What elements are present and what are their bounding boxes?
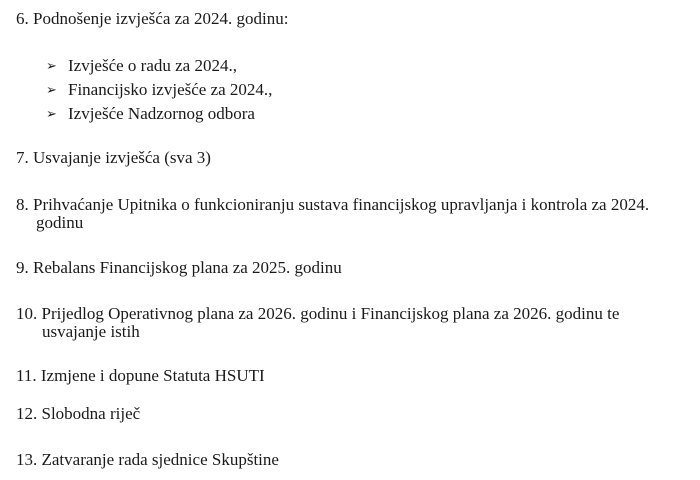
item-number: 7.: [16, 148, 29, 167]
agenda-item-8-continuation: [36, 213, 83, 233]
arrow-bullet-icon: ➢: [46, 106, 57, 121]
agenda-item-6: [16, 9, 288, 29]
arrow-bullet-icon: ➢: [46, 82, 57, 97]
agenda-item-13: [16, 450, 279, 470]
sub-item-financial-report: [46, 80, 272, 101]
agenda-item-11: [16, 366, 265, 386]
item-number: 11.: [16, 366, 37, 385]
item-text-continuation: usvajanje istih: [42, 322, 140, 341]
item-text: Zatvaranje rada sjednice Skupštine: [41, 450, 279, 469]
item-text: Prijedlog Operativnog plana za 2026. godinu i Financijskog plana za 2026. godinu te: [41, 304, 620, 323]
sub-item-report: [46, 56, 237, 77]
item-number: 9.: [16, 258, 29, 277]
arrow-bullet-icon: ➢: [46, 58, 57, 73]
item-text-continuation: godinu: [36, 213, 84, 232]
item-text: Rebalans Financijskog plana za 2025. godinu: [33, 258, 342, 277]
sub-item-text: Izvješće o radu za 2024.,: [68, 56, 237, 75]
sub-item-text: Izvješće Nadzornog odbora: [68, 104, 255, 123]
agenda-item-12: [16, 404, 140, 424]
agenda-item-10: [16, 304, 619, 324]
item-number: 8.: [16, 195, 29, 214]
agenda-item-8: [16, 195, 649, 215]
sub-item-supervisory-report: [46, 104, 255, 125]
agenda-item-10-continuation: [42, 322, 140, 342]
agenda-item-9: [16, 258, 342, 278]
item-number: 12.: [16, 404, 38, 423]
item-text: Izmjene i dopune Statuta HSUTI: [40, 366, 265, 385]
item-text: Usvajanje izvješća (sva 3): [33, 148, 211, 167]
item-number: 6.: [16, 9, 29, 28]
item-text: Podnošenje izvješća za 2024. godinu:: [33, 9, 289, 28]
item-number: 13.: [16, 450, 38, 469]
item-number: 10.: [16, 304, 38, 323]
item-text: Slobodna riječ: [41, 404, 141, 423]
agenda-item-7: [16, 148, 211, 168]
sub-item-text: Financijsko izvješće za 2024.,: [68, 80, 273, 99]
item-text: Prihvaćanje Upitnika o funkcioniranju sustava financijskog upravljanja i kontrola za 2024.: [33, 195, 650, 214]
